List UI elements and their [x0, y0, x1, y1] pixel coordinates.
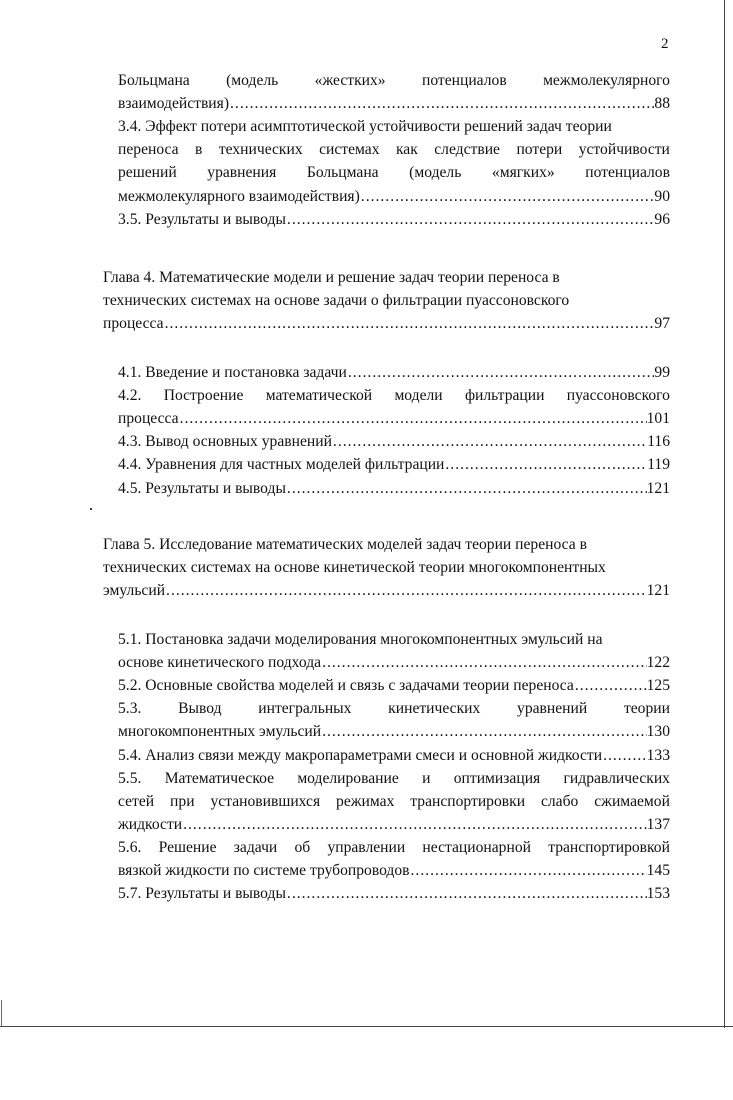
toc-word: уравнений [517, 700, 588, 718]
dot-leader [602, 744, 647, 767]
dot-leader [360, 185, 655, 208]
toc-entry-line [118, 882, 670, 905]
dot-leader [179, 407, 647, 430]
toc-title-text: 4.4. Уравнения для частных моделей фильтрации [118, 456, 445, 474]
toc-title-text: технических системах на основе кинетической теории многокомпонентных [103, 559, 606, 577]
toc-entry-line [118, 384, 670, 407]
scan-speck [90, 508, 92, 510]
toc-entry-line [118, 697, 670, 720]
toc-title-text: 4.1. Введение и постановка задачи [118, 364, 347, 381]
toc-entry-line [118, 138, 670, 161]
toc-title-text: процесса [118, 410, 179, 428]
toc-entry-line [118, 790, 670, 813]
toc-word: уравнения [207, 164, 277, 182]
toc-page-number: 88 [654, 95, 670, 113]
dot-leader [321, 720, 647, 743]
toc-page-number: 130 [646, 723, 670, 741]
chapter-heading-line [103, 312, 670, 335]
toc-entry-line [118, 720, 670, 743]
chapter-heading-line [103, 266, 670, 289]
dot-leader [321, 651, 647, 674]
toc-title-text: эмульсий [103, 582, 166, 600]
dot-leader [332, 430, 647, 453]
toc-title-text: Глава 5. Исследование математических моделей задач теории переноса в [103, 536, 587, 553]
dot-leader [229, 92, 654, 115]
toc-page-number: 122 [646, 654, 670, 672]
toc-word: Больцмана [306, 164, 379, 182]
toc-word: «мягких» [491, 164, 555, 182]
toc-page-number: 99 [654, 364, 670, 381]
dot-leader [286, 882, 647, 905]
toc-title-text: 5.7. Результаты и выводы [118, 885, 286, 903]
toc-word: следствие [434, 141, 500, 159]
dot-leader [165, 579, 647, 602]
toc-word: устойчивости [578, 141, 670, 159]
toc-title-text: жидкости [118, 815, 183, 833]
toc-entry-line [118, 115, 670, 138]
toc-entry-line [118, 208, 670, 231]
toc-word: потенциалов [421, 72, 507, 89]
toc-word: сетей [118, 792, 155, 810]
toc-page-number: 145 [646, 862, 670, 879]
toc-word: в [195, 141, 203, 159]
toc-word: при [170, 792, 195, 810]
dot-leader [182, 813, 647, 836]
toc-word: Вывод [178, 700, 222, 718]
toc-page-number: 137 [646, 815, 670, 833]
toc-page-number: 90 [654, 187, 670, 205]
dot-leader [444, 453, 647, 476]
dot-leader [286, 477, 647, 500]
toc-entry-line [118, 361, 670, 384]
toc-word: «жестких» [314, 72, 386, 89]
toc-word: переноса [118, 141, 179, 159]
scan-border-left [1, 1000, 2, 1026]
toc-word: транспортировки [410, 792, 526, 810]
toc-title-text: 5.1. Постановка задачи моделирования многокомпонентных эмульсий на [118, 631, 603, 648]
toc-title-text: технических системах на основе задачи о фильтрации пуассоновского [103, 292, 570, 310]
dot-leader [574, 674, 647, 697]
dot-leader [410, 859, 647, 882]
chapter-heading-line [103, 533, 670, 556]
toc-word: гидравлических [563, 769, 670, 787]
toc-entry-line [118, 477, 670, 500]
toc-word: решений [118, 164, 177, 182]
toc-entry-line [118, 628, 670, 651]
toc-word: (модель [226, 72, 279, 89]
toc-title-text: вязкой жидкости по системе трубопроводов [118, 862, 410, 879]
toc-word: моделирование [297, 769, 399, 787]
toc-word: потенциалов [585, 164, 670, 182]
toc-word: оптимизация [453, 769, 541, 787]
toc-word: и [422, 769, 431, 787]
toc-word: Больцмана [118, 72, 190, 89]
toc-word: кинетических [388, 700, 481, 718]
toc-word: межмолекулярного [543, 72, 670, 89]
toc-word: 5.5. [118, 769, 142, 787]
toc-word: технических [218, 141, 303, 159]
toc-word: пуассоновского [566, 387, 670, 405]
toc-entry-line [118, 161, 670, 184]
toc-word: сжимаемой [594, 792, 670, 810]
toc-page-number: 121 [646, 582, 670, 600]
toc-page-number: 116 [647, 433, 670, 451]
toc-entry-line [118, 453, 670, 476]
toc-word: об [294, 838, 311, 856]
toc-word: 4.2. [118, 387, 142, 405]
toc-word: нестационарной [422, 838, 531, 856]
dot-leader [164, 312, 655, 335]
toc-word: режимах [336, 792, 395, 810]
toc-word: установившихся [210, 792, 321, 810]
toc-word: Решение [158, 838, 217, 856]
toc-word: транспортировкой [548, 838, 670, 856]
toc-word: (модель [409, 164, 462, 182]
chapter-heading-line [103, 556, 670, 579]
toc-word: задачи [233, 838, 278, 856]
toc-title-text: 3.4. Эффект потери асимптотической устойчивости решений задач теории [118, 118, 612, 136]
toc-title-text: Глава 4. Математические модели и решение задач теории переноса в [103, 269, 560, 286]
toc-word: системах [319, 141, 380, 159]
toc-entry-line [118, 744, 670, 767]
toc-entry-line [118, 674, 670, 697]
toc-entry-line [118, 651, 670, 674]
dot-leader [286, 208, 654, 231]
toc-word: управлении [327, 838, 406, 856]
toc-entry-line [118, 813, 670, 836]
toc-title-text: 4.3. Вывод основных уравнений [118, 433, 332, 451]
toc-title-text: 3.5. Результаты и выводы [118, 210, 286, 228]
toc-page-number: 125 [646, 677, 670, 695]
chapter-heading-line [103, 579, 670, 602]
toc-word: интегральных [258, 700, 352, 718]
toc-page-number: 133 [646, 746, 670, 764]
toc-entry-line [118, 185, 670, 208]
toc-title-text: 5.4. Анализ связи между макропараметрами смеси и основной жидкости [118, 746, 603, 764]
chapter-heading-line [103, 289, 670, 312]
toc-entry-line [118, 767, 670, 790]
toc-word: математической [265, 387, 373, 405]
scan-border-right [724, 0, 725, 1028]
toc-entry-line [118, 92, 670, 115]
page-number: 2 [661, 36, 669, 52]
scan-border-bottom [0, 1026, 733, 1027]
toc-entry-line [118, 430, 670, 453]
toc-entry-line [118, 69, 670, 92]
toc-title-text: процесса [103, 315, 164, 333]
toc-page-number: 97 [654, 315, 670, 333]
toc-word: теории [623, 700, 670, 718]
toc-page-number: 119 [647, 456, 670, 474]
toc-word: Построение [163, 387, 244, 405]
toc-title-text: основе кинетического подхода [118, 654, 322, 672]
toc-word: 5.3. [118, 700, 142, 718]
toc-title-text: взаимодействия) [118, 95, 230, 113]
toc-word: как [395, 141, 418, 159]
dot-leader [347, 361, 655, 384]
toc-title-text: 4.5. Результаты и выводы [118, 479, 286, 497]
toc-word: слабо [540, 792, 579, 810]
toc-entry-line [118, 836, 670, 859]
toc-word: 5.6. [118, 838, 142, 856]
toc-word: потери [516, 141, 563, 159]
toc-word: фильтрации [464, 387, 545, 405]
toc-title-text: межмолекулярного взаимодействия) [118, 187, 360, 205]
toc-word: Математическое [164, 769, 275, 787]
toc-entry-line [118, 407, 670, 430]
toc-word: модели [394, 387, 443, 405]
toc-page-number: 153 [646, 885, 670, 903]
toc-title-text: многокомпонентных эмульсий [118, 723, 322, 741]
toc-entry-line [118, 859, 670, 882]
toc-page-number: 101 [646, 410, 670, 428]
toc-title-text: 5.2. Основные свойства моделей и связь с задачами теории переноса [118, 677, 574, 695]
toc-page-number: 121 [646, 479, 670, 497]
toc-page-number: 96 [654, 210, 670, 228]
